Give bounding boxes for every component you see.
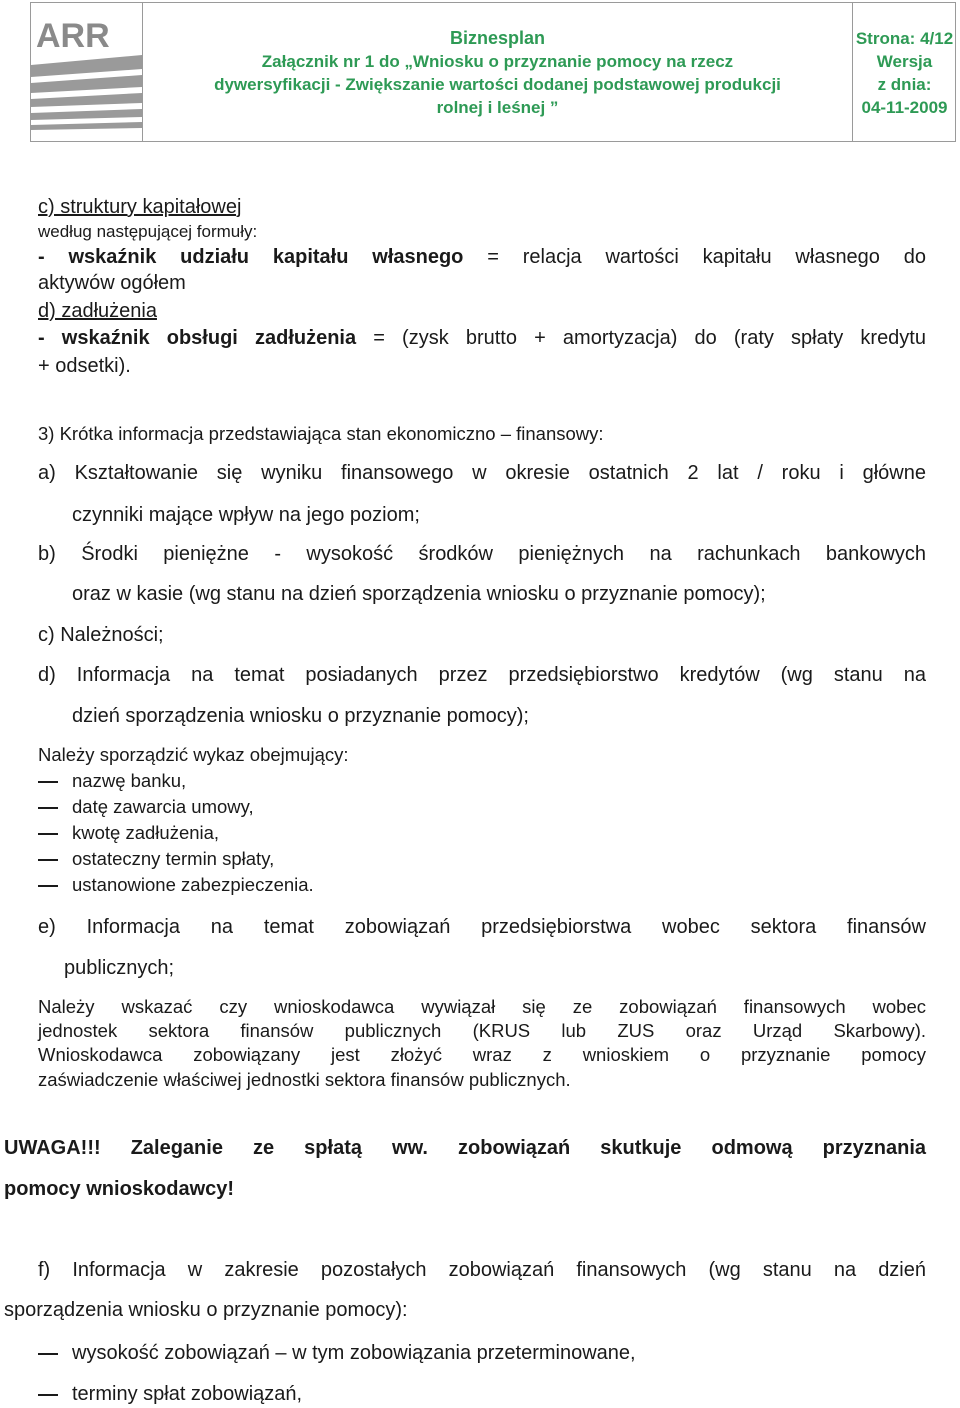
list-dash bbox=[38, 859, 58, 861]
e-note-line2: jednostek sektora finansów publicznych (KRUS lub ZUS oraz Urząd Skarbowy). bbox=[38, 1020, 926, 1041]
list-item: ostateczny termin spłaty, bbox=[72, 848, 275, 869]
header-date: 04-11-2009 bbox=[861, 98, 948, 117]
warning-line1: UWAGA!!! Zaleganie ze spłatą ww. zobowiązań skutkuje odmową przyznania bbox=[4, 1137, 926, 1159]
header-page-info bbox=[854, 3, 955, 141]
page-number: Strona: 4/12 bbox=[855, 29, 954, 48]
list-item: wysokość zobowiązań – w tym zobowiązania przeterminowane, bbox=[72, 1342, 636, 1364]
arr-logo bbox=[31, 3, 143, 141]
e-note-line3: Wnioskodawca zobowiązany jest złożyć wraz z wnioskiem o przyznanie pomocy bbox=[38, 1044, 926, 1065]
point3-e-line2: publicznych; bbox=[64, 957, 175, 979]
point3-d-line1: d) Informacja na temat posiadanych przez przedsiębiorstwo kredytów (wg stanu na bbox=[38, 664, 926, 686]
header-line-3: rolnej i leśnej ” bbox=[436, 98, 559, 117]
list-intro: Należy sporządzić wykaz obejmujący: bbox=[38, 744, 349, 765]
list-item: nazwę banku, bbox=[72, 770, 187, 791]
logo-graphic bbox=[31, 3, 142, 141]
equity-ratio-def: = relacja wartości kapitału własnego do bbox=[463, 246, 927, 268]
list-dash bbox=[38, 1394, 58, 1396]
list-item: ustanowione zabezpieczenia. bbox=[72, 874, 314, 895]
header-line-1: Załącznik nr 1 do „Wniosku o przyznanie pomocy na rzecz bbox=[261, 52, 734, 71]
e-note-line4: zaświadczenie właściwej jednostki sektora finansów publicznych. bbox=[38, 1069, 571, 1090]
formula-intro: według następującej formuły: bbox=[38, 222, 258, 241]
point3-c: c) Należności; bbox=[38, 624, 164, 646]
point-f-line2: sporządzenia wniosku o przyznanie pomocy): bbox=[4, 1299, 408, 1321]
warning-line2: pomocy wnioskodawcy! bbox=[4, 1178, 235, 1200]
point3-b-line1: b) Środki pieniężne - wysokość środków pieniężnych na rachunkach bankowych bbox=[38, 543, 926, 565]
point3-a-line2: czynniki mające wpływ na jego poziom; bbox=[72, 504, 420, 526]
list-item: datę zawarcia umowy, bbox=[72, 796, 254, 817]
date-label: z dnia: bbox=[877, 75, 932, 94]
section-d-heading: d) zadłużenia bbox=[38, 300, 157, 322]
equity-ratio-line bbox=[38, 245, 926, 269]
list-dash bbox=[38, 885, 58, 887]
header-title-block bbox=[143, 3, 853, 141]
point3-d-line2: dzień sporządzenia wniosku o przyznanie pomocy); bbox=[72, 705, 529, 727]
equity-ratio-name: - wskaźnik udziału kapitału własnego bbox=[38, 246, 464, 268]
point3-b-line2: oraz w kasie (wg stanu na dzień sporządzenia wniosku o przyznanie pomocy); bbox=[72, 583, 766, 605]
equity-ratio-def-2: aktywów ogółem bbox=[38, 272, 186, 294]
header-title: Biznesplan bbox=[449, 28, 546, 48]
list-item: terminy spłat zobowiązań, bbox=[72, 1383, 303, 1405]
debt-ratio-line bbox=[38, 326, 926, 350]
list-dash bbox=[38, 833, 58, 835]
page-header bbox=[30, 2, 956, 142]
list-dash bbox=[38, 781, 58, 783]
list-dash bbox=[38, 807, 58, 809]
point3-title: 3) Krótka informacja przedstawiająca stan ekonomiczno – finansowy: bbox=[38, 423, 604, 444]
logo-text: ARR bbox=[36, 17, 110, 55]
debt-ratio-def: = (zysk brutto + amortyzacja) do (raty spłaty kredytu bbox=[356, 327, 926, 349]
list-item: kwotę zadłużenia, bbox=[72, 822, 220, 843]
debt-ratio-def-2: + odsetki). bbox=[38, 355, 131, 377]
point-f-line1: f) Informacja w zakresie pozostałych zobowiązań finansowych (wg stanu na dzień bbox=[38, 1259, 926, 1281]
point3-a-line1: a) Kształtowanie się wyniku finansowego w okresie ostatnich 2 lat / roku i główne bbox=[38, 462, 926, 484]
e-note-line1: Należy wskazać czy wnioskodawca wywiązał się ze zobowiązań finansowych wobec bbox=[38, 996, 926, 1017]
list-dash bbox=[38, 1353, 58, 1355]
point3-e-line1: e) Informacja na temat zobowiązań przedsiębiorstwa wobec sektora finansów bbox=[38, 916, 926, 938]
debt-ratio-name: - wskaźnik obsługi zadłużenia bbox=[38, 327, 357, 349]
section-c-heading: c) struktury kapitałowej bbox=[38, 196, 242, 218]
header-line-2: dywersyfikacji - Zwiększanie wartości dodanej podstawowej produkcji bbox=[214, 75, 781, 94]
version-label: Wersja bbox=[876, 52, 933, 71]
